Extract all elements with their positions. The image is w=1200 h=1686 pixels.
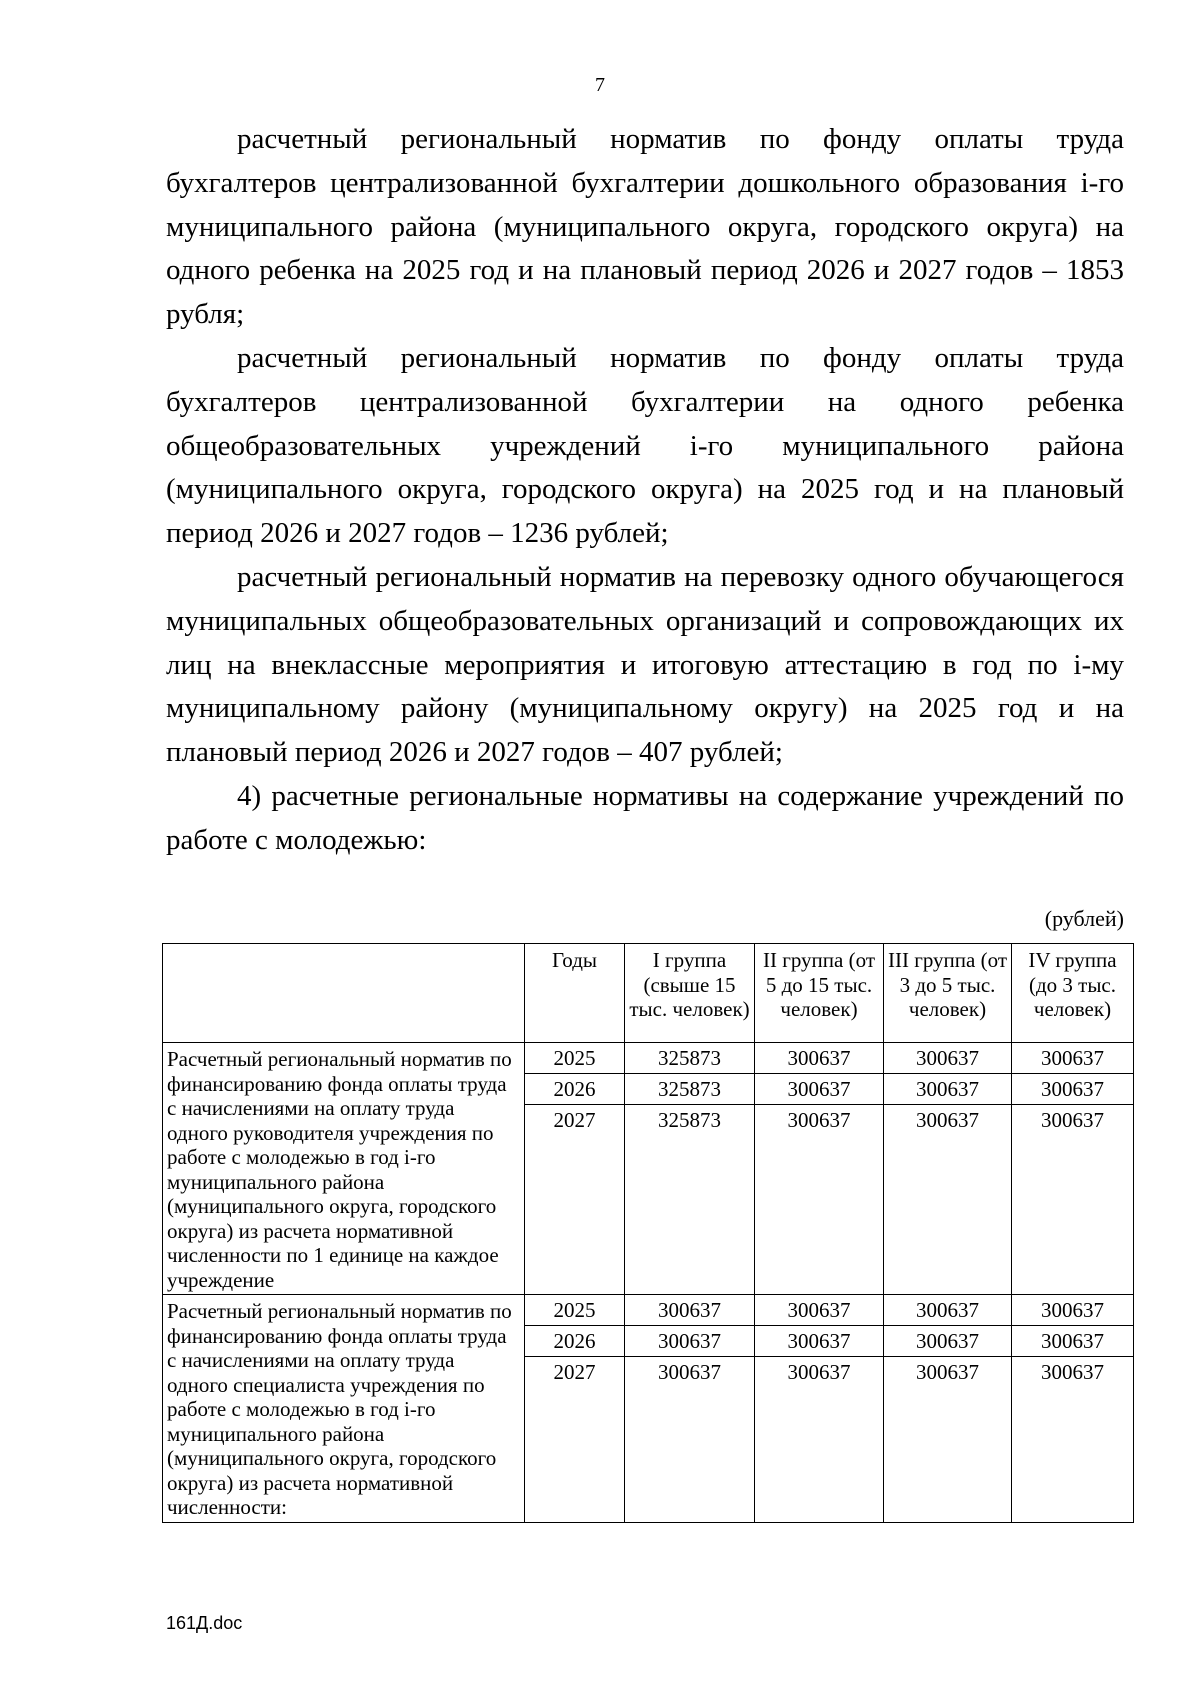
cell-group-4: 300637: [1012, 1295, 1134, 1326]
units-note: (рублей): [1044, 906, 1124, 931]
cell-group-2: 300637: [755, 1357, 884, 1523]
cell-group-3: 300637: [884, 1357, 1012, 1523]
row-label-specialist: Расчетный региональный норматив по финансированию фонда оплаты труда с начислениями на оплату труда одного специалиста учреждения по работе с молодежью в год i-го муниципального района (муниципального округа, городского округа) из расчета нормативной численности:: [163, 1295, 525, 1523]
cell-group-3: 300637: [884, 1105, 1012, 1295]
table-header-row: [163, 944, 1134, 1043]
cell-group-4: 300637: [1012, 1074, 1134, 1105]
cell-year: 2026: [525, 1326, 625, 1357]
paragraph-youth-institutions: 4) расчетные региональные нормативы на содержание учреждений по работе с молодежью:: [166, 779, 1124, 856]
cell-year: 2027: [525, 1357, 625, 1523]
header-group-4: IV группа (до 3 тыс. человек): [1012, 944, 1134, 1043]
cell-group-2: 300637: [755, 1326, 884, 1357]
cell-year: 2025: [525, 1295, 625, 1326]
header-group-1: I группа (свыше 15 тыс. человек): [625, 944, 755, 1043]
paragraph-accountants-general-education: расчетный региональный норматив по фонду оплаты труда бухгалтеров централизованной бухгалтерии на одного ребенка общеобразовательных учреждений i-го муниципального района (муниципального округа, городского округа) на 2025 год и на плановый период 2026 и 2027 годов – 1236 рублей;: [166, 341, 1124, 550]
cell-group-3: 300637: [884, 1074, 1012, 1105]
document-filename: 161Д.doc: [166, 1613, 243, 1633]
cell-group-4: 300637: [1012, 1357, 1134, 1523]
page-number: 7: [595, 74, 605, 96]
cell-group-4: 300637: [1012, 1326, 1134, 1357]
paragraph-student-transport: расчетный региональный норматив на перевозку одного обучающегося муниципальных общеобразовательных организаций и сопровождающих их лиц на внеклассные мероприятия и итоговую аттестацию в год по i-му муниципальному району (муниципальному округу) на 2025 год и на плановый период 2026 и 2027 годов – 407 рублей;: [166, 560, 1124, 769]
cell-group-1: 325873: [625, 1074, 755, 1105]
cell-group-2: 300637: [755, 1295, 884, 1326]
paragraph-accountants-preschool: расчетный региональный норматив по фонду оплаты труда бухгалтеров централизованной бухгалтерии дошкольного образования i-го муниципального района (муниципального округа, городского округа) на одного ребенка на 2025 год и на плановый период 2026 и 2027 годов – 1853 рубля;: [166, 123, 1124, 331]
row-label-manager: Расчетный региональный норматив по финансированию фонда оплаты труда с начислениями на оплату труда одного руководителя учреждения по работе с молодежью в год i-го муниципального района (муниципального округа, городского округа) из расчета нормативной численности по 1 единице на каждое учреждение: [163, 1043, 525, 1295]
cell-group-1: 300637: [625, 1357, 755, 1523]
cell-group-3: 300637: [884, 1043, 1012, 1074]
cell-group-4: 300637: [1012, 1043, 1134, 1074]
header-group-3: III группа (от 3 до 5 тыс. человек): [884, 944, 1012, 1043]
cell-group-2: 300637: [755, 1105, 884, 1295]
norms-table: [162, 943, 1134, 1523]
cell-year: 2027: [525, 1105, 625, 1295]
cell-group-3: 300637: [884, 1295, 1012, 1326]
cell-group-1: 325873: [625, 1105, 755, 1295]
cell-year: 2025: [525, 1043, 625, 1074]
cell-group-1: 325873: [625, 1043, 755, 1074]
cell-group-1: 300637: [625, 1326, 755, 1357]
cell-group-3: 300637: [884, 1326, 1012, 1357]
cell-group-2: 300637: [755, 1074, 884, 1105]
table-row: [163, 1043, 1134, 1074]
table-row: [163, 1295, 1134, 1326]
cell-group-2: 300637: [755, 1043, 884, 1074]
cell-group-4: 300637: [1012, 1105, 1134, 1295]
header-blank: [163, 944, 525, 1043]
cell-group-1: 300637: [625, 1295, 755, 1326]
header-group-2: II группа (от 5 до 15 тыс. человек): [755, 944, 884, 1043]
header-years: Годы: [525, 944, 625, 1043]
document-body: [166, 118, 1124, 863]
cell-year: 2026: [525, 1074, 625, 1105]
